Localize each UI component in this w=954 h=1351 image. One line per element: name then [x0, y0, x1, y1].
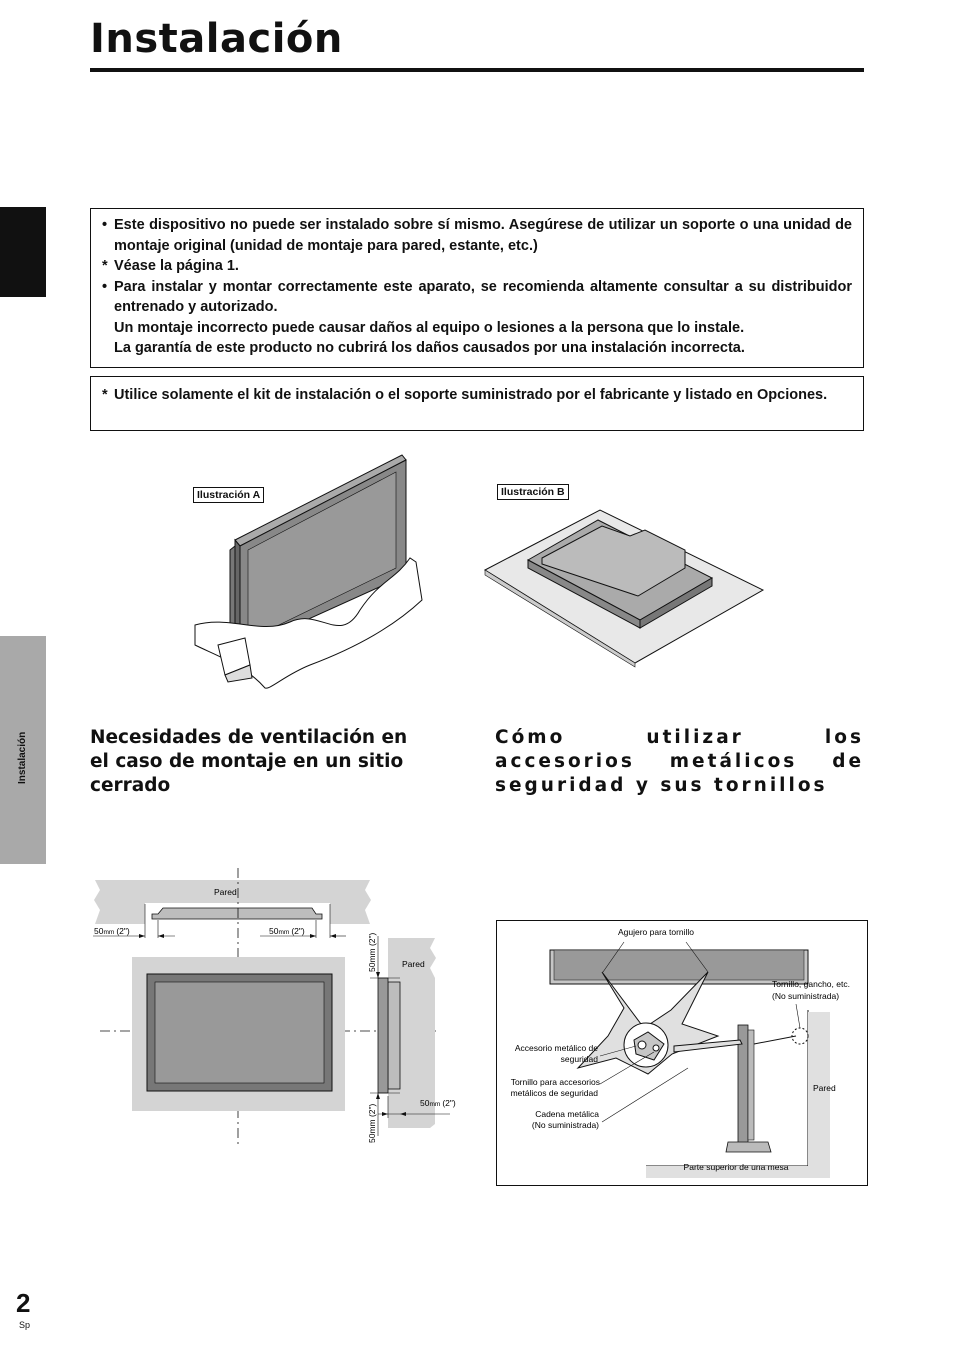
safety-fittings-diagram: [496, 920, 868, 1187]
illustration-a-label: Ilustración A: [193, 487, 264, 503]
side-tab-section: [0, 636, 46, 864]
ventilation-diagram: [90, 866, 456, 1146]
page-lang-code: Sp: [19, 1320, 31, 1330]
side-tab-section-label: Instalación: [17, 731, 28, 784]
notice-line: Un montaje incorrecto puede causar daños al equipo o lesiones a la persona que lo instale.: [114, 319, 745, 336]
label-screw-hole: Agujero para tornillo: [617, 927, 695, 937]
accessories-heading: Cómo utilizar los accesorios metálicos de seguridad y sus tornillos: [495, 727, 864, 796]
illustration-b: [480, 480, 770, 670]
label-metal-fitting-1: Accesorio metálico de: [514, 1043, 598, 1053]
notice-line: La garantía de este producto no cubrirá los daños causados por una instalación incorrecta.: [114, 340, 745, 356]
notice-item: • Para instalar y montar correctamente este aparato, se recomienda altamente consultar a su distribuidor entrenado y autorizado.: [102, 278, 852, 315]
dim-depth: 50mm (2"): [420, 1098, 456, 1108]
label-table-top: Parte superior de una mesa: [683, 1162, 789, 1172]
label-chain-1: Cadena metálica: [535, 1109, 599, 1119]
dim-side-top: 50mm (2"): [367, 932, 377, 972]
wall-top-label: Pared: [214, 887, 237, 897]
page-number: 2: [16, 1288, 31, 1318]
notice-box: [90, 208, 864, 368]
illustration-b-label: Ilustración B: [497, 484, 569, 500]
title-rule: [90, 68, 864, 72]
notice-item: * Véase la página 1.: [102, 258, 239, 274]
dim-side-bottom: 50mm (2"): [367, 1103, 377, 1143]
notice-box-options: * Utilice solamente el kit de instalación o el soporte suministrado por el fabricante y listado en Opciones.: [90, 376, 864, 431]
label-chain-2: (No suministrada): [531, 1120, 599, 1130]
label-screw-hook-1: Tornillo, gancho, etc.: [772, 979, 850, 989]
label-screw-fitting-2: metálicos de seguridad: [510, 1088, 598, 1098]
label-screw-fitting-1: Tornillo para accesorios: [510, 1077, 600, 1087]
ventilation-heading: Necesidades de ventilación en el caso de montaje en un sitio cerrado: [90, 727, 408, 796]
dim-right: 50mm (2"): [269, 926, 305, 936]
label-wall: Pared: [813, 1083, 836, 1093]
side-tab-language: [0, 207, 46, 479]
wall-side-label: Pared: [402, 959, 425, 969]
page-title: Instalación: [90, 16, 343, 62]
label-screw-hook-2: (No suministrada): [772, 991, 840, 1001]
side-tab-language-label: Español: [17, 440, 28, 479]
label-metal-fitting-2: seguridad: [560, 1054, 598, 1064]
dim-left: 50mm (2"): [94, 926, 130, 936]
notice-item: • Este dispositivo no puede ser instalado sobre sí mismo. Asegúrese de utilizar un soporte o una unidad de montaje original (unidad de montaje para pared, estante, etc.): [102, 217, 852, 254]
